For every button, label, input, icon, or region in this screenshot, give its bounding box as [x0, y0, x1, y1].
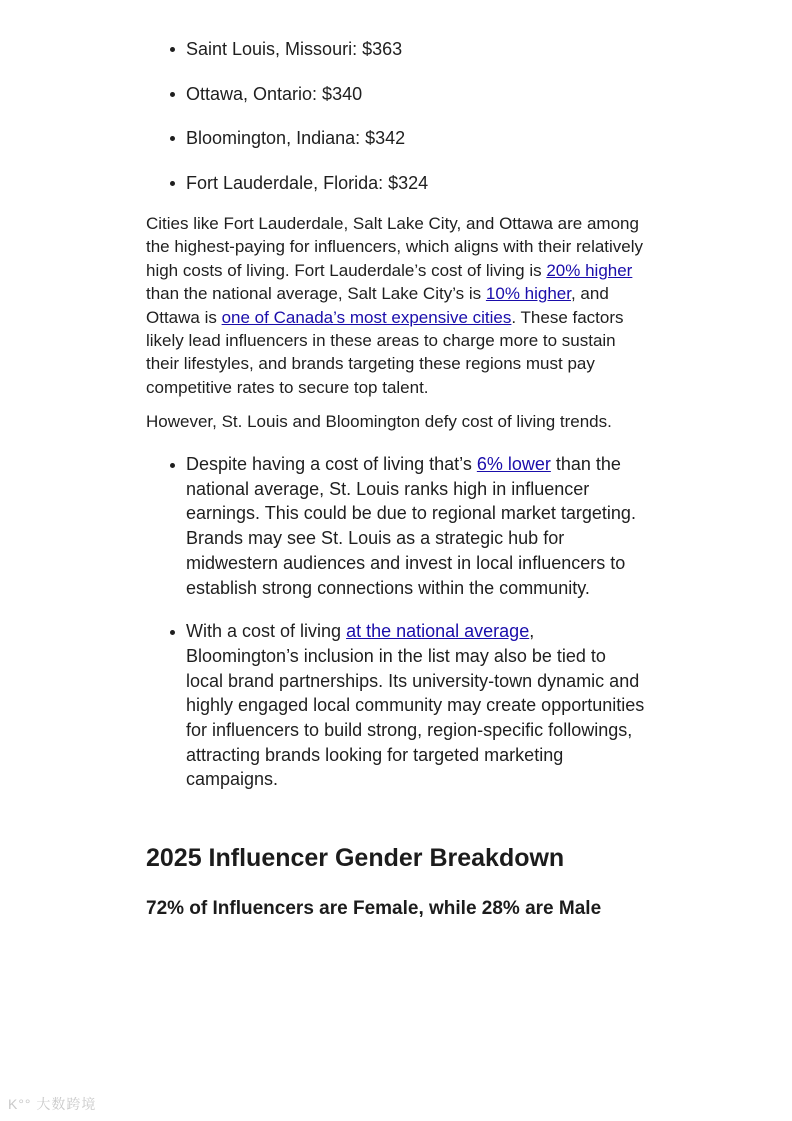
city-earnings-list	[146, 36, 646, 214]
ottawa-expensive-cities-link[interactable]: one of Canada’s most expensive cities	[221, 307, 512, 327]
gender-subheading: 72% of Influencers are Female, while 28% are Male	[146, 898, 602, 919]
salt-lake-city-cost-link[interactable]: 10% higher	[485, 284, 571, 304]
paragraph-text: than the national average, Salt Lake City’s is	[146, 284, 486, 304]
bullet-icon	[170, 463, 175, 468]
paragraph-text: , and Ottawa is	[146, 284, 609, 327]
fort-lauderdale-cost-link[interactable]: 20% higher	[546, 260, 633, 280]
list-item-text: , Bloomington’s inclusion in the list may also be tied to local brand partnerships. Its university-town dynamic and highly engaged local community may create opportunities for influencers to build strong, region-specific followings, attracting brands looking for targeted marketing campaigns.	[186, 621, 645, 790]
list-item-text: Despite having a cost of living that’s	[186, 454, 477, 474]
paragraph-text: Cities like Fort Lauderdale, Salt Lake City, and Ottawa are among the highest-paying for influencers, which aligns with their relatively high costs of living. Fort Lauderdale’s cost of living is	[146, 214, 644, 280]
list-item-text: than the national average, St. Louis ranks high in influencer earnings. This could be due to regional market targeting. Brands may see St. Louis as a strategic hub for midwestern audiences and invest in local influencers to establish strong connections within the community.	[186, 454, 636, 598]
list-item-text: Ottawa, Ontario: $340	[186, 83, 363, 104]
bullet-icon	[170, 136, 175, 141]
city-notes-list	[146, 452, 646, 811]
list-item	[146, 170, 646, 196]
bullet-icon	[170, 181, 175, 186]
list-item-text: Saint Louis, Missouri: $363	[186, 39, 403, 59]
list-item-text: With a cost of living	[186, 621, 347, 642]
bullet-icon	[170, 92, 175, 97]
list-item-text: Fort Lauderdale, Florida: $324	[186, 172, 429, 193]
st-louis-cost-link[interactable]: 6% lower	[476, 454, 551, 474]
bloomington-cost-link[interactable]: at the national average	[346, 621, 530, 642]
list-item-text: Bloomington, Indiana: $342	[186, 128, 406, 148]
list-item	[146, 81, 646, 107]
bullet-icon	[170, 630, 175, 635]
list-item	[146, 452, 646, 600]
watermark-logo: K°° 大数跨境	[8, 1096, 97, 1112]
section-heading: 2025 Influencer Gender Breakdown	[146, 844, 565, 872]
list-item	[146, 619, 646, 792]
paragraph-text: . These factors likely lead influencers in these areas to charge more to sustain their lifestyles, and brands targeting these regions must pay competitive rates to secure top talent.	[146, 307, 624, 397]
list-item	[146, 125, 646, 151]
defy-trends-paragraph: However, St. Louis and Bloomington defy cost of living trends.	[146, 412, 612, 431]
list-item	[146, 36, 646, 62]
bullet-icon	[170, 47, 175, 52]
cost-of-living-paragraph	[146, 212, 646, 399]
